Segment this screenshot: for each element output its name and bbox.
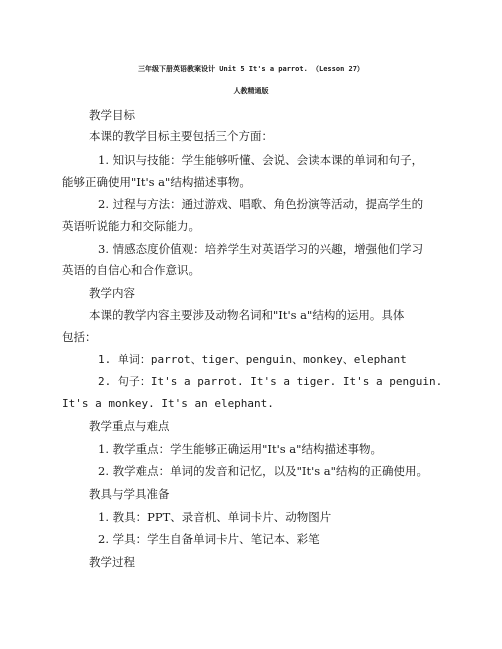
section-heading-content: 教学内容 bbox=[89, 286, 135, 300]
objective-2-line-1: 2. 过程与方法：通过游戏、唱歌、角色扮演等活动，提高学生的 bbox=[98, 197, 424, 211]
document-title: 三年级下册英语教案设计 Unit 5 It's a parrot. （Lesson 27） bbox=[138, 65, 364, 73]
content-intro-line-1: 本课的教学内容主要涉及动物名词和"It's a"结构的运用。具体 bbox=[89, 308, 405, 322]
objective-3-line-1: 3. 情感态度价值观：培养学生对英语学习的兴趣，增强他们学习 bbox=[98, 242, 424, 256]
section-heading-materials: 教具与学具准备 bbox=[89, 487, 170, 501]
objective-1-line-1: 1. 知识与技能：学生能够听懂、会说、会读本课的单词和句子， bbox=[98, 153, 424, 167]
section-heading-objectives: 教学目标 bbox=[89, 108, 135, 122]
content-item-words: 1. 单词：parrot、tiger、penguin、monkey、elephant bbox=[98, 353, 407, 366]
material-2: 2. 学具：学生自备单词卡片、笔记本、彩笔 bbox=[98, 532, 320, 546]
document-subtitle: 人教精通版 bbox=[233, 87, 269, 95]
objective-1-line-2: 能够正确使用"It's a"结构描述事物。 bbox=[62, 175, 251, 189]
content-item-sentences-line-1: 2. 句子：It's a parrot. It's a tiger. It's a penguin. bbox=[98, 375, 443, 388]
objectives-intro: 本课的教学目标主要包括三个方面： bbox=[89, 129, 273, 143]
material-1: 1. 教具：PPT、录音机、单词卡片、动物图片 bbox=[98, 510, 332, 524]
section-heading-keypoints: 教学重点与难点 bbox=[89, 419, 170, 433]
content-intro-line-2: 包括： bbox=[62, 330, 97, 344]
content-item-sentences-line-2: It's a monkey. It's an elephant. bbox=[62, 397, 274, 410]
objective-2-line-2: 英语听说能力和交际能力。 bbox=[62, 219, 200, 233]
keypoint-2: 2. 教学难点：单词的发音和记忆，以及"It's a"结构的正确使用。 bbox=[98, 464, 428, 478]
section-heading-process: 教学过程 bbox=[89, 555, 135, 569]
keypoint-1: 1. 教学重点：学生能够正确运用"It's a"结构描述事物。 bbox=[98, 442, 382, 456]
objective-3-line-2: 英语的自信心和合作意识。 bbox=[62, 263, 200, 277]
